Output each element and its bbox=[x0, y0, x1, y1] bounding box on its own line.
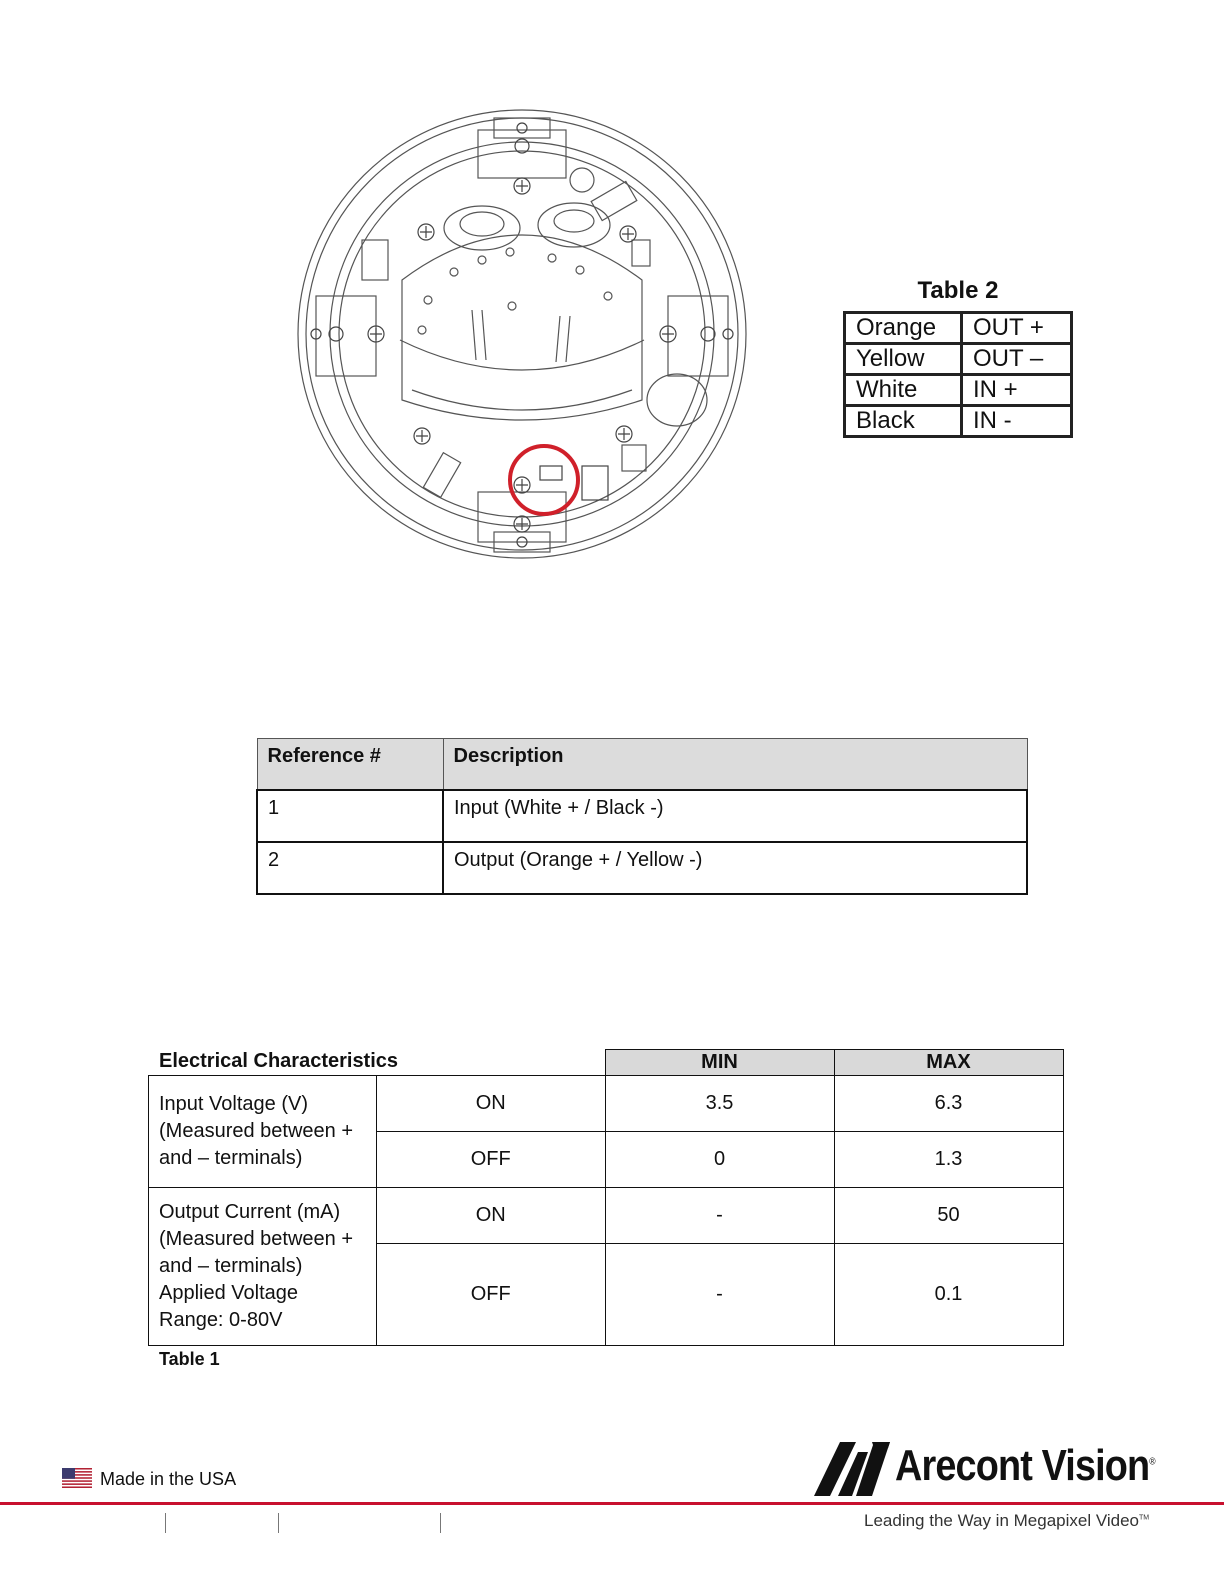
footer-separator bbox=[440, 1513, 441, 1533]
electrical-characteristics-table bbox=[148, 1049, 1064, 1346]
wire-signal: OUT – bbox=[962, 344, 1072, 375]
footer-separator bbox=[278, 1513, 279, 1533]
brand-tagline: Leading the Way in Megapixel Video™ bbox=[864, 1511, 1150, 1530]
max-header: MAX bbox=[834, 1050, 1063, 1076]
us-flag-icon bbox=[62, 1468, 92, 1488]
min-cell: - bbox=[605, 1188, 834, 1244]
table-row bbox=[149, 1076, 1064, 1132]
max-cell: 6.3 bbox=[834, 1076, 1063, 1132]
electrical-characteristics-title: Electrical Characteristics bbox=[159, 1050, 399, 1072]
state-cell: ON bbox=[377, 1188, 606, 1244]
min-cell: - bbox=[605, 1244, 834, 1346]
table-header-row bbox=[257, 739, 1027, 791]
table-row bbox=[257, 790, 1027, 842]
description-header: Description bbox=[443, 739, 1027, 791]
wire-color: Black bbox=[845, 406, 962, 437]
table2-title: Table 2 bbox=[917, 277, 999, 304]
reference-description: Input (White + / Black -) bbox=[443, 790, 1027, 842]
table-row bbox=[845, 313, 1072, 344]
wire-signal: OUT + bbox=[962, 313, 1072, 344]
state-cell: ON bbox=[377, 1076, 606, 1132]
state-cell: OFF bbox=[377, 1244, 606, 1346]
min-cell: 0 bbox=[605, 1132, 834, 1188]
footer-divider bbox=[0, 1502, 1224, 1505]
min-header: MIN bbox=[605, 1050, 834, 1076]
reference-number: 1 bbox=[257, 790, 443, 842]
table-row bbox=[257, 842, 1027, 894]
wire-signal: IN + bbox=[962, 375, 1072, 406]
min-cell: 3.5 bbox=[605, 1076, 834, 1132]
wire-signal: IN - bbox=[962, 406, 1072, 437]
reference-number: 2 bbox=[257, 842, 443, 894]
wire-color: White bbox=[845, 375, 962, 406]
max-cell: 0.1 bbox=[834, 1244, 1063, 1346]
reference-description: Output (Orange + / Yellow -) bbox=[443, 842, 1027, 894]
camera-mount-diagram bbox=[282, 100, 762, 570]
brand-name: Arecont Vision® bbox=[895, 1441, 1155, 1490]
wire-color-table bbox=[843, 277, 1073, 438]
state-cell: OFF bbox=[377, 1132, 606, 1188]
reference-table bbox=[256, 738, 1028, 895]
wire-color: Yellow bbox=[845, 344, 962, 375]
table-row bbox=[845, 406, 1072, 437]
table-row bbox=[845, 375, 1072, 406]
table-row bbox=[149, 1188, 1064, 1244]
wire-color: Orange bbox=[845, 313, 962, 344]
reference-header: Reference # bbox=[257, 739, 443, 791]
max-cell: 50 bbox=[834, 1188, 1063, 1244]
output-current-label: Output Current (mA) (Measured between + and – terminals) Applied Voltage Range: 0-80V bbox=[149, 1188, 377, 1346]
made-in-usa-text: Made in the USA bbox=[100, 1469, 237, 1489]
table1-caption: Table 1 bbox=[159, 1349, 220, 1369]
input-voltage-label: Input Voltage (V) (Measured between + and – terminals) bbox=[149, 1076, 377, 1188]
max-cell: 1.3 bbox=[834, 1132, 1063, 1188]
footer-separator bbox=[165, 1513, 166, 1533]
table-row bbox=[845, 344, 1072, 375]
